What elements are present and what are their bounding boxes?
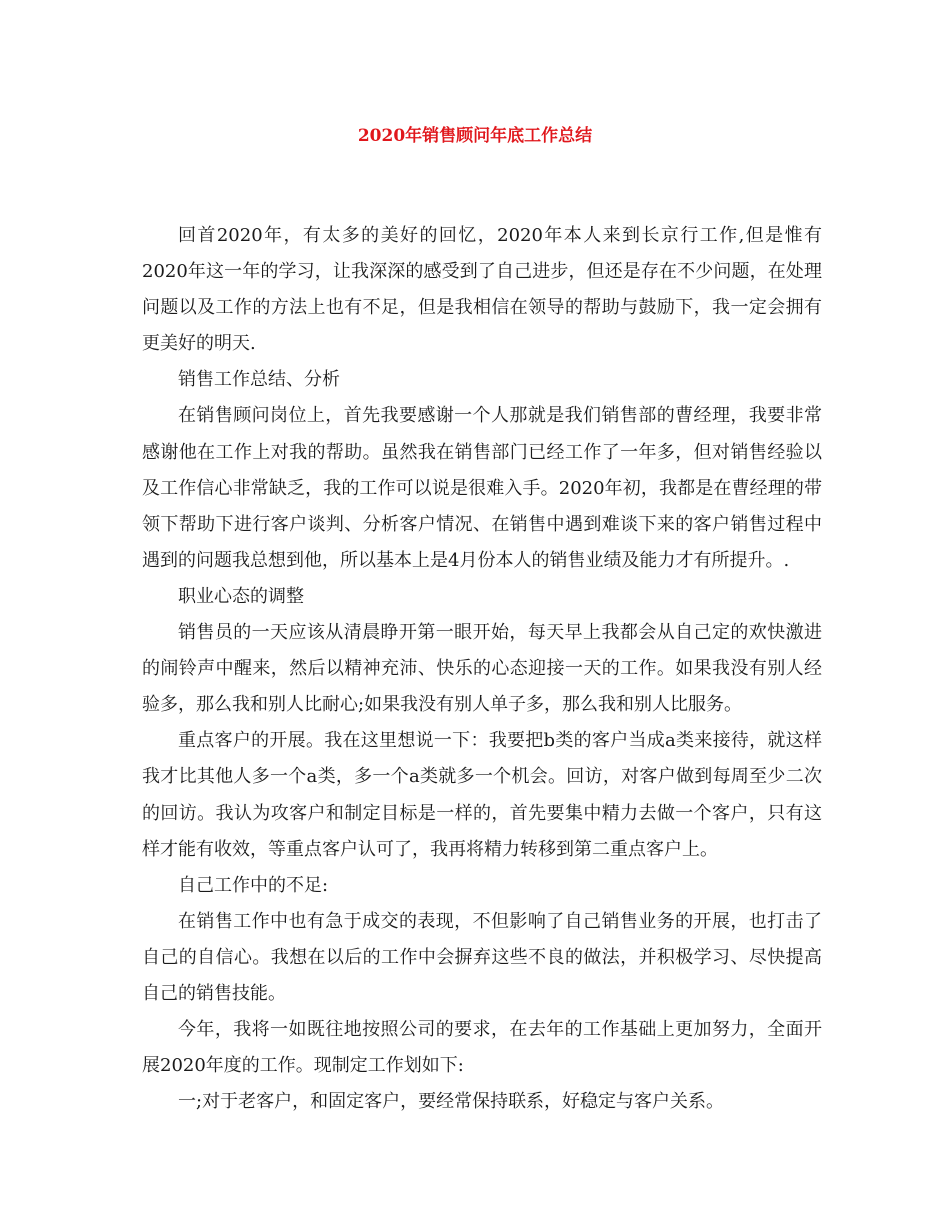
section-heading-mindset: 职业心态的调整 — [178, 585, 304, 607]
paragraph-daily-routine: 销售员的一天应该从清晨睁开第一眼开始，每天早上我都会从自己定的欢快激进的闹铃声中醒来，然后以精神充沛、快乐的心态迎接一天的工作。如果我没有别人经验多，那么我和别人比耐心;如果我没有别人单子多，那么我和别人比服务。 — [142, 622, 822, 716]
paragraph-key-clients: 重点客户的开展。我在这里想说一下：我要把b类的客户当成a类来接待，就这样我才比其他人多一个a类，多一个a类就多一个机会。回访，对客户做到每周至少二次的回访。我认为攻客户和制定目标是一样的，首先要集中精力去做一个客户，只有这样才能有收效，等重点客户认可了，我再将精力转移到第二重点客户上。 — [142, 730, 822, 860]
paragraph-plan-intro: 今年，我将一如既往地按照公司的要求，在去年的工作基础上更加努力，全面开展2020年度的工作。现制定工作划如下: — [142, 1019, 822, 1077]
document-body — [142, 218, 822, 1120]
section-heading-shortcomings: 自己工作中的不足: — [178, 874, 329, 896]
document-title: 2020年销售顾问年底工作总结 — [357, 126, 593, 146]
paragraph-shortcomings: 在销售工作中也有急于成交的表现，不但影响了自己销售业务的开展，也打击了自己的自信心。我想在以后的工作中会摒弃这些不良的做法，并积极学习、尽快提高自己的销售技能。 — [142, 910, 822, 1004]
paragraph-sales-position: 在销售顾问岗位上，首先我要感谢一个人那就是我们销售部的曹经理，我要非常感谢他在工作上对我的帮助。虽然我在销售部门已经工作了一年多，但对销售经验以及工作信心非常缺乏，我的工作可以说是很难入手。2020年初，我都是在曹经理的带领下帮助下进行客户谈判、分析客户情况、在销售中遇到难谈下来的客户销售过程中遇到的问题我总想到他，所以基本上是4月份本人的销售业绩及能力才有所提升。. — [142, 405, 822, 571]
paragraph-plan-item-1: 一;对于老客户，和固定客户，要经常保持联系，好稳定与客户关系。 — [178, 1091, 725, 1113]
paragraph-intro: 回首2020年，有太多的美好的回忆，2020年本人来到长京行工作,但是惟有2020年这一年的学习，让我深深的感受到了自己进步，但还是存在不少问题，在处理问题以及工作的方法上也有不足，但是我相信在领导的帮助与鼓励下，我一定会拥有更美好的明天. — [142, 225, 822, 355]
section-heading-sales-summary: 销售工作总结、分析 — [178, 369, 340, 391]
